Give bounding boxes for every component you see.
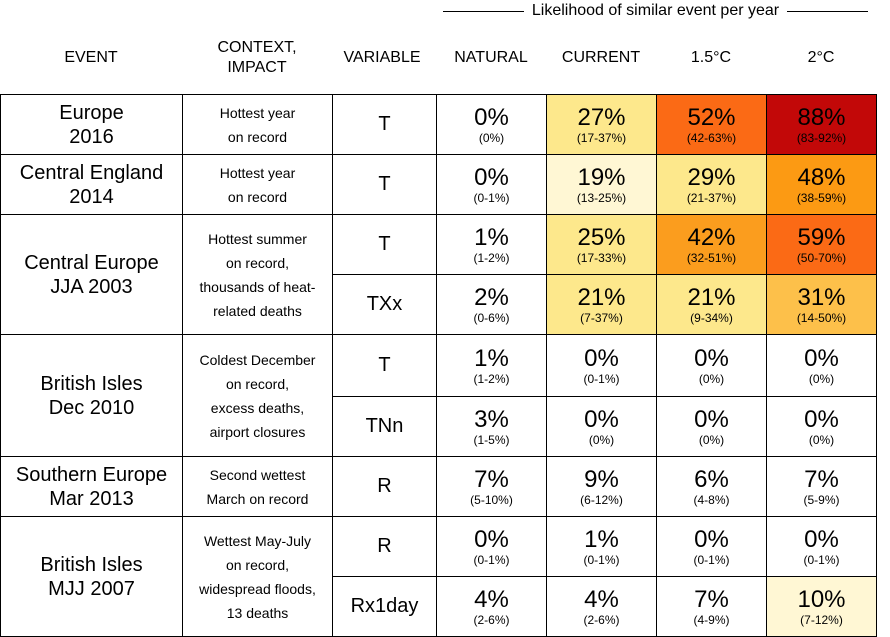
event-context: Hottest year on record [183,95,333,155]
likelihood-cell-1-5c [657,517,767,577]
likelihood-percent: 31% [797,283,846,311]
likelihood-range: (42-63%) [686,130,737,145]
likelihood-cell-1-5c [657,275,767,335]
likelihood-range: (0%) [698,371,725,386]
event-context: Coldest December on record, excess deaths, airport closures [183,335,333,457]
variable-cell: T [333,215,437,275]
likelihood-cell-2c [767,155,877,215]
event-name: Southern Europe Mar 2013 [1,457,183,517]
likelihood-range: (2-6%) [473,612,510,627]
likelihood-cell-current [547,457,657,517]
likelihood-range: (1-5%) [473,432,510,447]
table-row [1,517,877,577]
likelihood-cell-2c [767,275,877,335]
likelihood-percent: 29% [687,163,736,191]
likelihood-cell-current [547,397,657,457]
event-name: British Isles Dec 2010 [1,335,183,457]
likelihood-percent: 1% [474,344,509,372]
table-row [1,457,877,517]
likelihood-cell-natural [437,275,547,335]
likelihood-percent: 59% [797,223,846,251]
likelihood-range: (1-2%) [473,250,510,265]
likelihood-cell-1-5c [657,457,767,517]
likelihood-cell-current [547,335,657,397]
likelihood-cell-2c [767,457,877,517]
likelihood-range: (14-50%) [796,310,847,325]
likelihood-cell-2c [767,517,877,577]
likelihood-range: (7-12%) [800,612,843,627]
likelihood-percent: 2% [474,283,509,311]
variable-cell: T [333,155,437,215]
event-name: British Isles MJJ 2007 [1,517,183,637]
variable-cell: R [333,457,437,517]
likelihood-range: (13-25%) [576,190,627,205]
event-context: Second wettest March on record [183,457,333,517]
likelihood-percent: 1% [474,223,509,251]
likelihood-range: (0%) [808,432,835,447]
likelihood-percent: 7% [804,465,839,493]
likelihood-cell-natural [437,155,547,215]
table-row [1,335,877,397]
likelihood-range: (38-59%) [796,190,847,205]
likelihood-table [0,94,877,637]
likelihood-percent: 27% [577,103,626,131]
likelihood-range: (0-1%) [473,552,510,567]
likelihood-range: (0-1%) [583,552,620,567]
likelihood-cell-current [547,275,657,335]
likelihood-range: (17-33%) [576,250,627,265]
likelihood-range: (0-1%) [583,371,620,386]
variable-cell: R [333,517,437,577]
col-header-current: CURRENT [561,49,641,66]
likelihood-percent: 10% [797,585,846,613]
likelihood-cell-natural [437,397,547,457]
likelihood-percent: 42% [687,223,736,251]
likelihood-range: (0-1%) [693,552,730,567]
likelihood-cell-current [547,517,657,577]
likelihood-range: (0%) [588,432,615,447]
likelihood-percent: 0% [584,344,619,372]
likelihood-percent: 9% [584,465,619,493]
variable-cell: TXx [333,275,437,335]
likelihood-percent: 0% [804,344,839,372]
likelihood-cell-natural [437,577,547,637]
table-row [1,215,877,275]
likelihood-percent: 0% [474,103,509,131]
col-header-event: EVENT [64,49,118,66]
likelihood-cell-2c [767,577,877,637]
likelihood-percent: 21% [577,283,626,311]
likelihood-range: (0%) [478,130,505,145]
likelihood-percent: 4% [584,585,619,613]
likelihood-percent: 19% [577,163,626,191]
likelihood-title [443,0,868,22]
likelihood-range: (21-37%) [686,190,737,205]
likelihood-percent: 7% [474,465,509,493]
likelihood-title-text: Likelihood of similar event per year [531,2,780,19]
likelihood-percent: 0% [474,525,509,553]
col-header-1-5c: 1.5°C [690,49,732,66]
likelihood-range: (5-10%) [470,492,513,507]
likelihood-cell-current [547,577,657,637]
likelihood-percent: 0% [694,525,729,553]
likelihood-cell-1-5c [657,335,767,397]
likelihood-range: (2-6%) [583,612,620,627]
likelihood-cell-current [547,215,657,275]
likelihood-percent: 48% [797,163,846,191]
col-header-context: CONTEXT, IMPACT [217,39,297,76]
likelihood-cell-2c [767,215,877,275]
likelihood-percent: 1% [584,525,619,553]
likelihood-percent: 52% [687,103,736,131]
likelihood-percent: 0% [804,405,839,433]
likelihood-cell-2c [767,95,877,155]
title-rule-right [787,11,868,12]
likelihood-range: (4-8%) [693,492,730,507]
event-context: Hottest year on record [183,155,333,215]
likelihood-range: (1-2%) [473,371,510,386]
likelihood-cell-natural [437,517,547,577]
likelihood-percent: 6% [694,465,729,493]
likelihood-range: (7-37%) [580,310,623,325]
event-name: Central Europe JJA 2003 [1,215,183,335]
table-row [1,95,877,155]
col-header-2c: 2°C [807,49,835,66]
likelihood-cell-1-5c [657,577,767,637]
event-context: Hottest summer on record, thousands of heat- related deaths [183,215,333,335]
variable-cell: TNn [333,397,437,457]
likelihood-range: (4-9%) [693,612,730,627]
likelihood-range: (0-1%) [473,190,510,205]
likelihood-range: (0%) [808,371,835,386]
likelihood-range: (9-34%) [690,310,733,325]
likelihood-cell-1-5c [657,155,767,215]
likelihood-percent: 4% [474,585,509,613]
table-row [1,155,877,215]
col-header-natural: NATURAL [454,49,528,66]
likelihood-percent: 0% [474,163,509,191]
likelihood-cell-current [547,155,657,215]
likelihood-cell-natural [437,95,547,155]
likelihood-range: (0-6%) [473,310,510,325]
likelihood-percent: 25% [577,223,626,251]
col-header-variable: VARIABLE [343,49,421,66]
likelihood-cell-2c [767,397,877,457]
likelihood-cell-current [547,95,657,155]
event-context: Wettest May-July on record, widespread floods, 13 deaths [183,517,333,637]
likelihood-range: (5-9%) [803,492,840,507]
likelihood-range: (50-70%) [796,250,847,265]
likelihood-cell-natural [437,215,547,275]
likelihood-percent: 7% [694,585,729,613]
event-name: Europe 2016 [1,95,183,155]
likelihood-percent: 21% [687,283,736,311]
event-name: Central England 2014 [1,155,183,215]
likelihood-range: (32-51%) [686,250,737,265]
likelihood-range: (83-92%) [796,130,847,145]
likelihood-percent: 0% [694,344,729,372]
likelihood-cell-2c [767,335,877,397]
likelihood-cell-1-5c [657,397,767,457]
likelihood-range: (6-12%) [580,492,623,507]
likelihood-percent: 3% [474,405,509,433]
likelihood-range: (0-1%) [803,552,840,567]
likelihood-percent: 0% [804,525,839,553]
variable-cell: Rx1day [333,577,437,637]
likelihood-percent: 0% [694,405,729,433]
likelihood-percent: 0% [584,405,619,433]
likelihood-percent: 88% [797,103,846,131]
variable-cell: T [333,95,437,155]
title-rule-left [443,11,524,12]
variable-cell: T [333,335,437,397]
likelihood-cell-1-5c [657,95,767,155]
likelihood-range: (0%) [698,432,725,447]
likelihood-cell-natural [437,457,547,517]
likelihood-cell-natural [437,335,547,397]
likelihood-range: (17-37%) [576,130,627,145]
likelihood-cell-1-5c [657,215,767,275]
